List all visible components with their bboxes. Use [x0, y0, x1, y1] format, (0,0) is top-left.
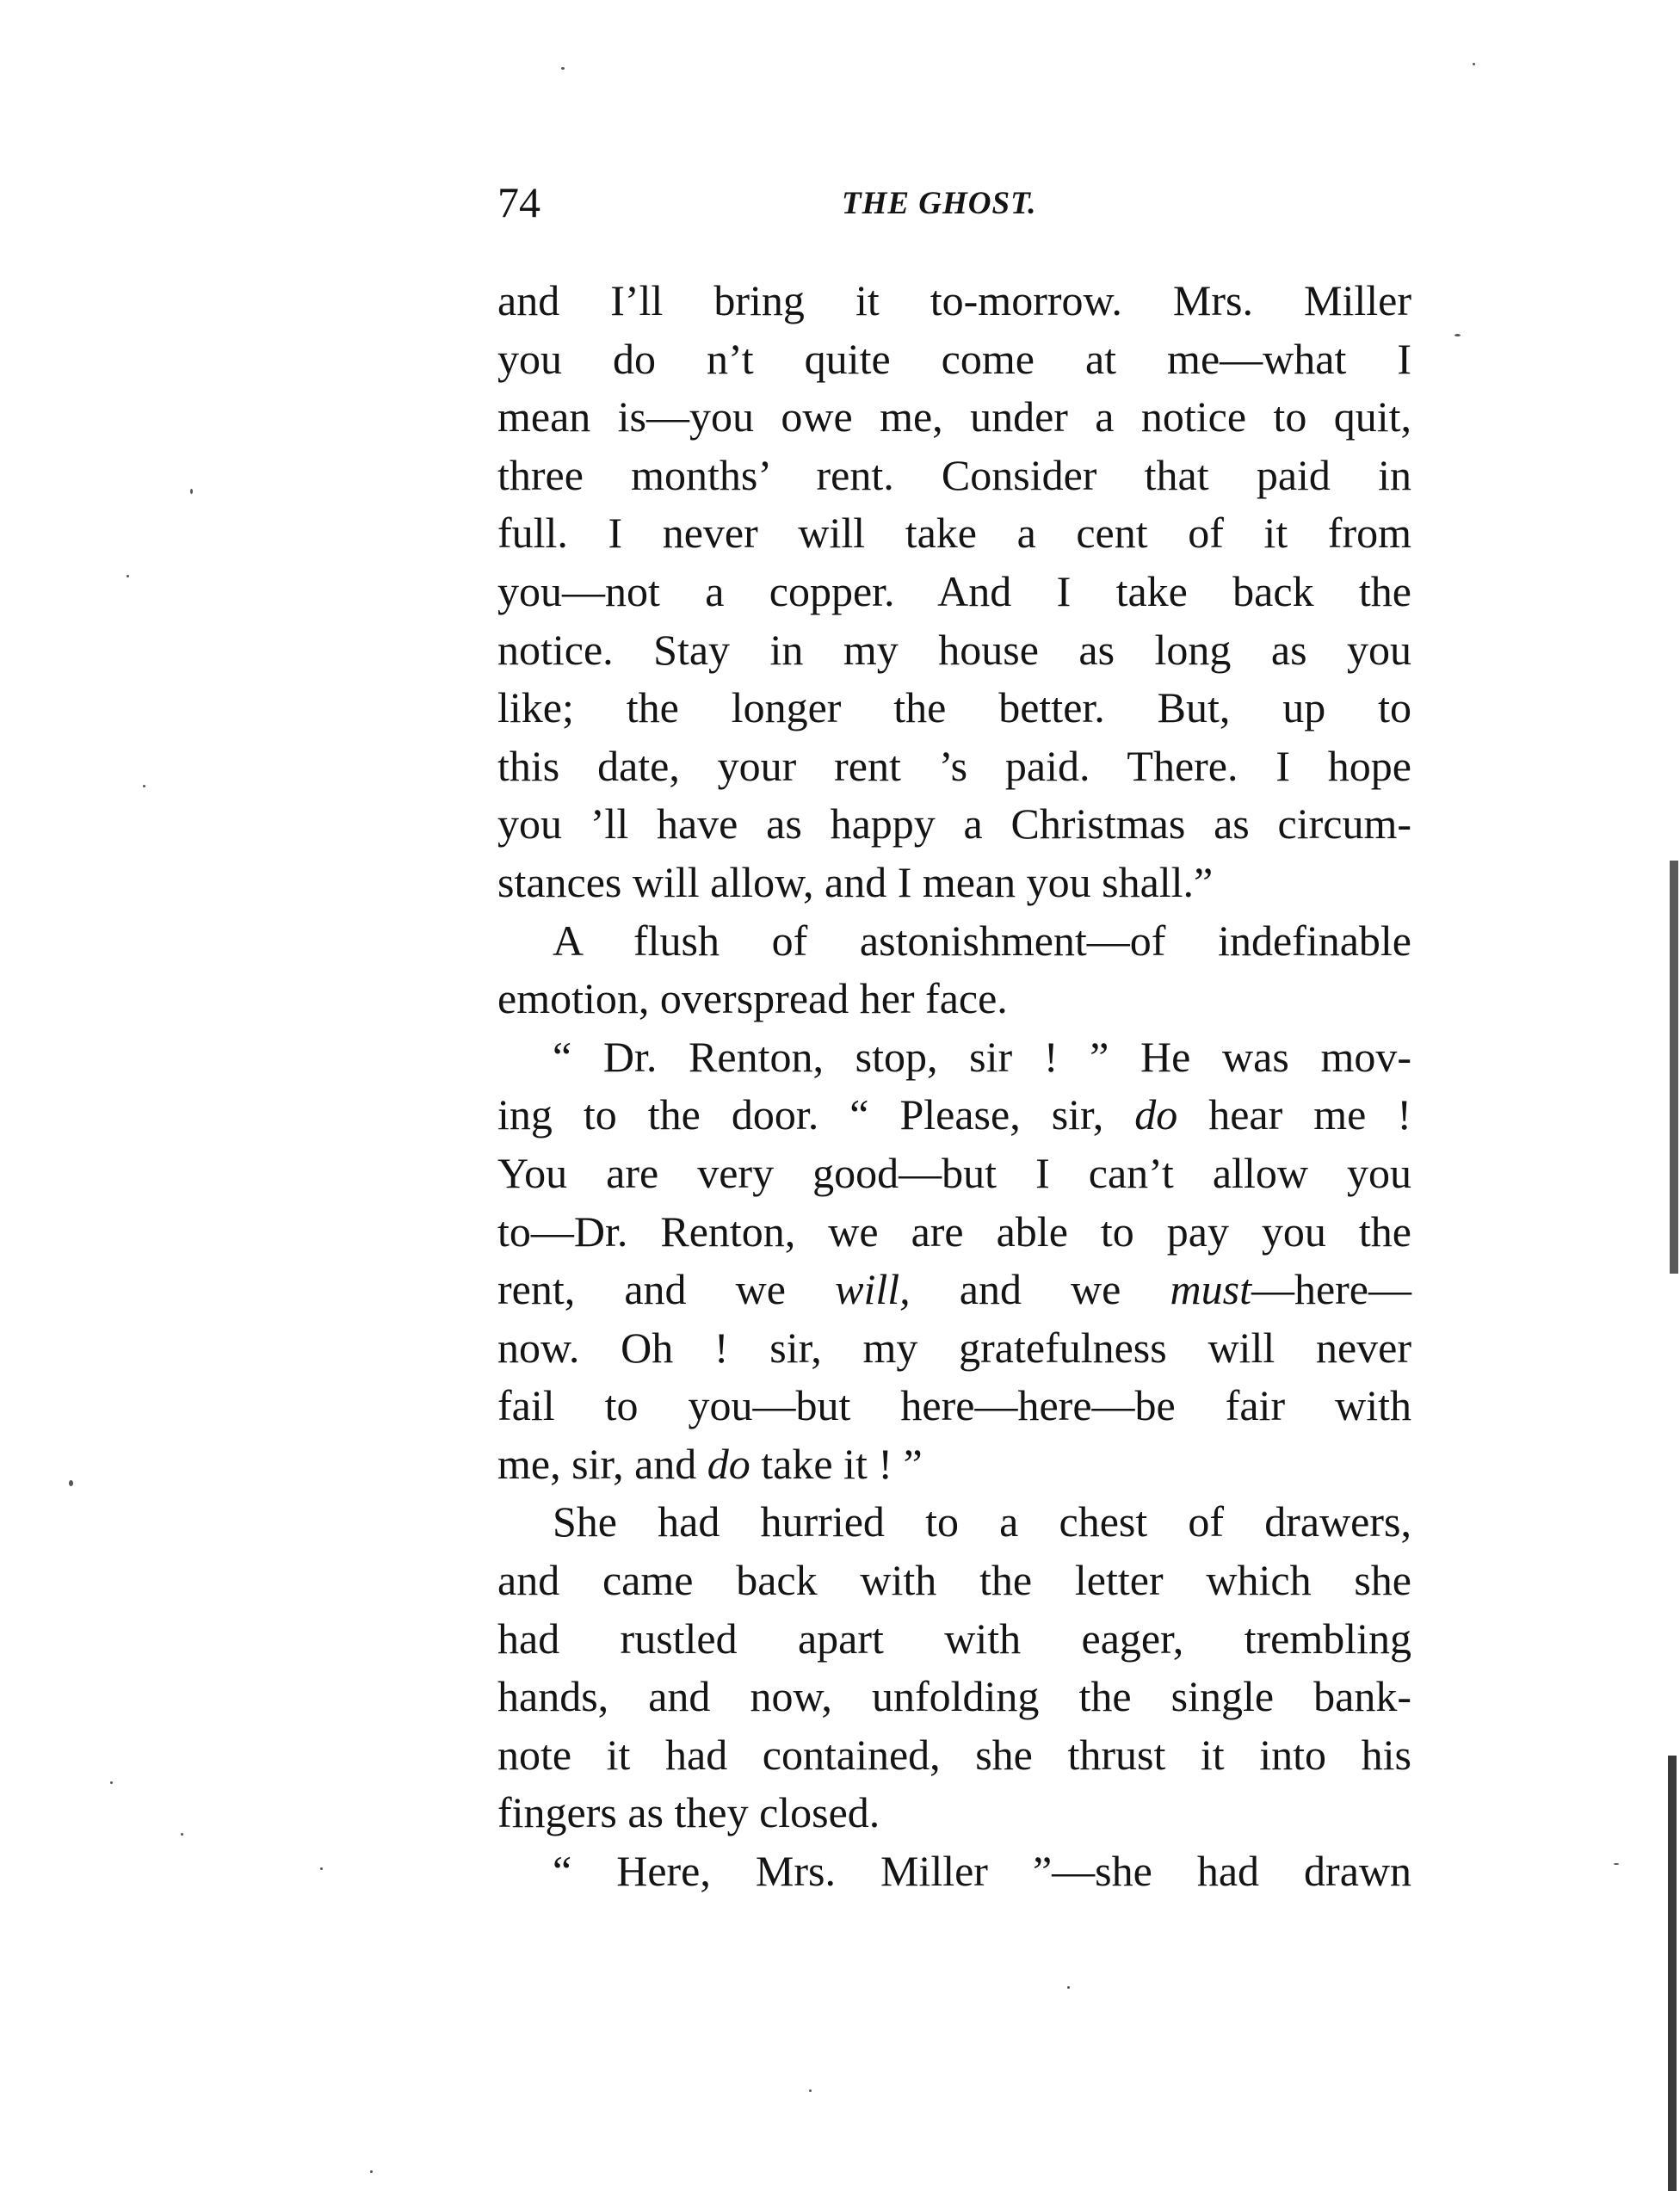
text-line: fail to you—but here—here—be fair with [497, 1381, 1411, 1430]
scan-speck [320, 1867, 323, 1870]
italic-emphasis: do [1134, 1090, 1178, 1139]
scan-speck [1473, 63, 1475, 65]
text-line: ing to the door. “ Please, sir, do hear me ! [497, 1090, 1412, 1139]
paragraph-end-line: emotion, overspread her face. [497, 974, 1008, 1023]
body-text [497, 272, 1411, 1901]
paragraph-start-line: She had hurried to a chest of drawers, [553, 1497, 1411, 1546]
scan-speck [561, 67, 565, 70]
scan-speck [370, 2170, 373, 2173]
paragraph-start-line: A flush of astonishment—of indefinable [553, 916, 1411, 965]
text-line: and came back with the letter which she [497, 1556, 1411, 1605]
text-line: had rustled apart with eager, trembling [497, 1614, 1411, 1663]
paragraph-end-line: fingers as they closed. [497, 1788, 880, 1837]
text-line: hands, and now, unfolding the single bank- [497, 1672, 1411, 1721]
scan-speck [181, 1833, 183, 1836]
scan-speck [1067, 1986, 1070, 1989]
paragraph-end-line: me, sir, and do take it ! ” [497, 1439, 923, 1488]
italic-emphasis: must [1170, 1265, 1251, 1314]
scan-speck [809, 2089, 812, 2092]
text-line: You are very good—but I can’t allow you [497, 1148, 1411, 1197]
running-head [497, 172, 1411, 232]
scan-speck [143, 785, 145, 787]
text-line: and I’ll bring it to-morrow. Mrs. Miller [497, 276, 1411, 324]
text-line: you do n’t quite come at me—what I [497, 334, 1411, 383]
text-line: rent, and we will, and we must—here— [497, 1265, 1412, 1314]
scan-speck [69, 1480, 73, 1486]
paragraph-start-line: “ Dr. Renton, stop, sir ! ” He was mov- [553, 1032, 1411, 1081]
scan-speck [110, 1781, 113, 1784]
text-line: you—not a copper. And I take back the [497, 566, 1411, 615]
text-line: notice. Stay in my house as long as you [497, 625, 1411, 674]
scan-speck [127, 575, 129, 577]
scan-speck [1455, 334, 1461, 336]
text-line: this date, your rent ’s paid. There. I hope [497, 741, 1411, 790]
text-line: to—Dr. Renton, we are able to pay you the [497, 1207, 1411, 1256]
text-line: you ’ll have as happy a Christmas as circum- [497, 799, 1411, 849]
page-edge-shadow [1668, 1756, 1677, 2191]
scan-speck [1614, 1863, 1619, 1865]
text-line: now. Oh ! sir, my gratefulness will never [497, 1323, 1411, 1372]
page-edge-shadow [1670, 861, 1678, 1274]
running-title: THE GHOST. [842, 186, 1037, 221]
text-line: mean is—you owe me, under a notice to quit, [497, 392, 1411, 441]
italic-emphasis: will, [835, 1265, 911, 1314]
italic-emphasis: do [707, 1439, 750, 1488]
text-line: three months’ rent. Consider that paid in [497, 450, 1411, 499]
scan-speck [190, 489, 193, 494]
page-number: 74 [497, 178, 540, 226]
text-line: full. I never will take a cent of it from [497, 509, 1411, 558]
paragraph-start-line: “ Here, Mrs. Miller ”—she had drawn [553, 1847, 1411, 1896]
text-line: note it had contained, she thrust it into his [497, 1730, 1411, 1779]
paragraph-end-line: stances will allow, and I mean you shall.” [497, 857, 1214, 906]
text-line: like; the longer the better. But, up to [497, 683, 1411, 732]
